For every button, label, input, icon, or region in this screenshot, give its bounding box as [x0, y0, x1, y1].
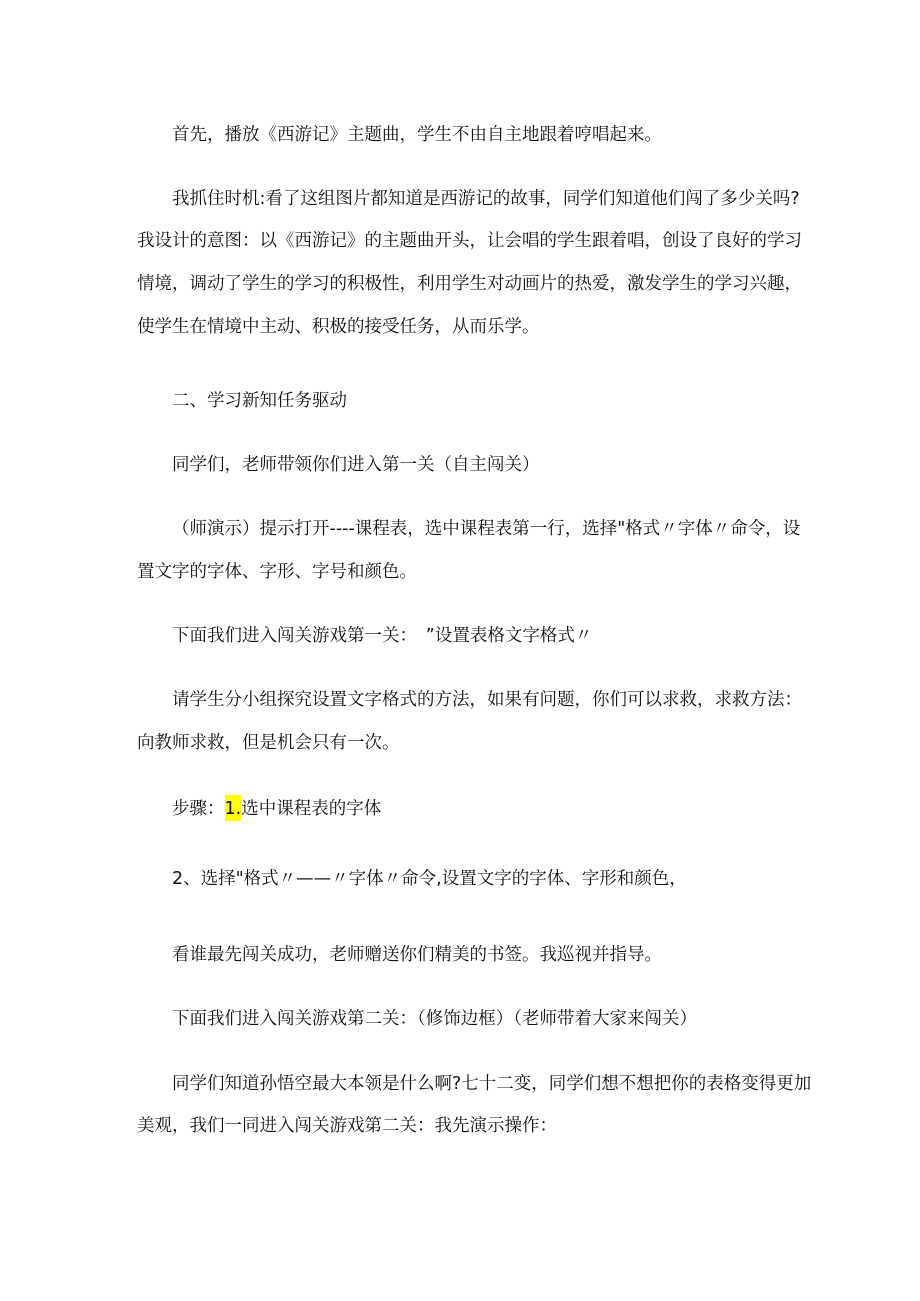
paragraph-line: 同学们知道孙悟空最大本领是什么啊?七十二变，同学们想不想把你的表格变得更加	[172, 1074, 812, 1094]
paragraph: 看谁最先闯关成功，老师赠送你们精美的书签。我巡视并指导。	[172, 945, 662, 965]
step-1	[137, 791, 832, 827]
paragraph: 同学们，老师带领你们进入第一关（自主闯关）	[172, 455, 540, 475]
step-text: 选中课程表的字体	[241, 799, 382, 819]
paragraph-line: 我设计的意图：以《西游记》的主题曲开头，让会唱的学生跟着唱，创设了良好的学习	[137, 231, 802, 251]
highlighted-step-number: 1.	[225, 795, 242, 821]
paragraph: 下面我们进入闯关游戏第二关：（修饰边框）（老师带着大家来闯关）	[172, 1009, 697, 1029]
step-label: 步骤：	[172, 799, 225, 819]
paragraph-line: 置文字的字体、字形、字号和颜色。	[137, 562, 417, 582]
paragraph-line: 请学生分小组探究设置文字格式的方法，如果有问题，你们可以求救，求救方法：	[172, 690, 802, 710]
paragraph-intro: 首先，播放《西游记》主题曲，学生不由自主地跟着哼唱起来。	[172, 125, 662, 145]
section-heading: 二、学习新知任务驱动	[172, 391, 347, 411]
paragraph-line: （师演示）提示打开----课程表，选中课程表第一行，选择"格式〃字体〃命令，设	[172, 519, 801, 539]
paragraph-line: 美观，我们一同进入闯关游戏第二关：我先演示操作：	[137, 1116, 557, 1136]
paragraph-line: 我抓住时机:看了这组图片都知道是西游记的故事，同学们知道他们闯了多少关吗?	[172, 189, 800, 209]
paragraph-line: 使学生在情境中主动、积极的接受任务，从而乐学。	[137, 317, 540, 337]
paragraph-line: 情境，调动了学生的学习的积极性，利用学生对动画片的热爱，激发学生的学习兴趣，	[137, 274, 802, 294]
paragraph: 下面我们进入闯关游戏第一关： ”设置表格文字格式〃	[172, 626, 593, 646]
paragraph-line: 向教师求救，但是机会只有一次。	[137, 733, 400, 753]
step-2: 2、选择"格式〃——〃字体〃命令,设置文字的字体、字形和颜色，	[172, 869, 687, 889]
